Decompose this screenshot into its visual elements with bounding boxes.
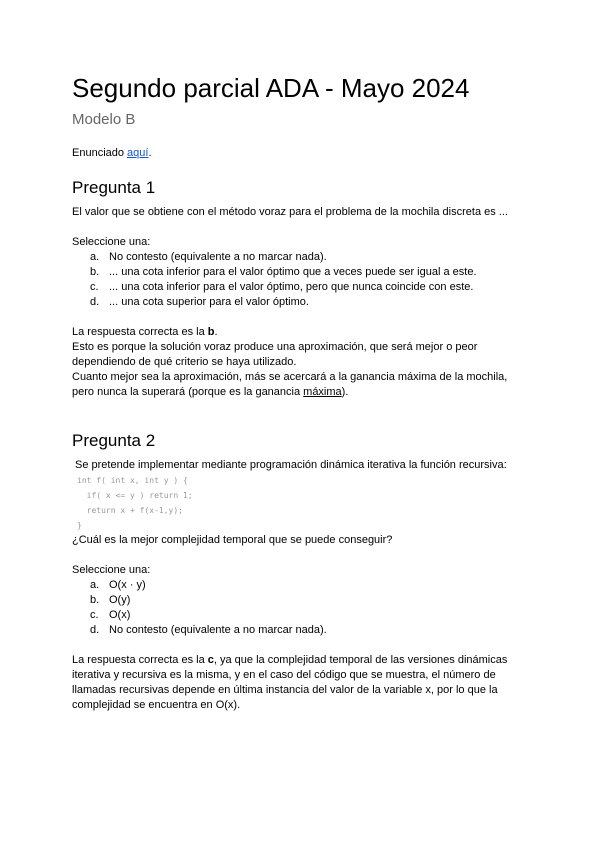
q1-option-marker: d. <box>90 296 100 308</box>
q1-option-b <box>90 265 532 280</box>
q1-option-d <box>90 295 532 310</box>
q1-options <box>72 250 532 310</box>
q2-option-a <box>90 578 532 593</box>
q2-option-marker: a. <box>90 579 100 591</box>
q2-option-marker: c. <box>90 609 99 621</box>
q1-heading: Pregunta 1 <box>72 178 156 197</box>
q2-option-text: O(x · y) <box>109 579 146 591</box>
document-subtitle: Modelo B <box>72 111 136 128</box>
q2-code-line: if( x <= y ) return 1; <box>77 491 193 500</box>
q2-answer-suffix: , ya que la complejidad temporal de las versiones dinámicas iterativa y recursiva es la misma, y en el caso del código que se muestra, el número de llamadas recursivas depende en última instancia del valor de la variable x, por lo que la complejidad se encuentra en O(x). <box>72 654 508 711</box>
q2-option-c <box>90 608 532 623</box>
q2-option-text: O(x) <box>109 609 131 621</box>
q1-answer-suffix: . <box>214 326 218 338</box>
q2-option-b <box>90 593 532 608</box>
q2-text: Se pretende implementar mediante programación dinámica iterativa la función recursiva: <box>75 459 507 471</box>
q1-explanation-2c: ). <box>341 386 349 398</box>
q2-option-marker: d. <box>90 624 100 636</box>
q1-option-marker: a. <box>90 251 100 263</box>
statement-prefix: Enunciado <box>72 147 128 159</box>
q2-answer-letter: c <box>207 654 214 666</box>
q2-select-label: Seleccione una: <box>72 564 151 576</box>
q1-option-a <box>90 250 532 265</box>
statement-link[interactable]: aquí <box>127 147 149 159</box>
q1-option-marker: c. <box>90 281 99 293</box>
q1-explanation-2b: máxima <box>303 386 342 398</box>
q1-answer <box>72 325 532 340</box>
q1-text: El valor que se obtiene con el método voraz para el problema de la mochila discreta es ... <box>72 206 508 218</box>
q2-heading: Pregunta 2 <box>72 431 156 450</box>
q2-code-line: } <box>77 521 82 530</box>
q2-option-marker: b. <box>90 594 100 606</box>
statement-suffix: . <box>148 147 152 159</box>
q2-code-line: return x + f(x-1,y); <box>77 506 183 515</box>
q2-answer <box>72 653 532 713</box>
q2-code-block <box>77 473 532 533</box>
q1-select-label: Seleccione una: <box>72 236 151 248</box>
q2-answer-prefix: La respuesta correcta es la <box>72 654 208 666</box>
q1-option-text: ... una cota inferior para el valor óptimo que a veces puede ser igual a este. <box>109 266 477 278</box>
q1-explanation-2 <box>72 370 532 400</box>
q2-code-line: int f( int x, int y ) { <box>77 476 188 485</box>
q2-question: ¿Cuál es la mejor complejidad temporal que se puede conseguir? <box>72 534 393 546</box>
document-page <box>72 72 532 713</box>
statement-line <box>72 146 532 161</box>
q2-option-text: No contesto (equivalente a no marcar nada). <box>109 624 327 636</box>
q1-explanation-2a: Cuanto mejor sea la aproximación, más se acercará a la ganancia máxima de la mochila, pero nunca la superará (porque es la ganancia <box>72 371 508 398</box>
q1-answer-prefix: La respuesta correcta es la <box>72 326 208 338</box>
q1-option-text: No contesto (equivalente a no marcar nada). <box>109 251 327 263</box>
q2-option-text: O(y) <box>109 594 131 606</box>
q1-explanation-1: Esto es porque la solución voraz produce una aproximación, que será mejor o peor dependiendo de qué criterio se haya utilizado. <box>72 341 478 368</box>
q1-option-text: ... una cota inferior para el valor óptimo, pero que nunca coincide con este. <box>109 281 474 293</box>
q1-answer-letter: b <box>207 326 215 338</box>
q2-options <box>72 578 532 638</box>
q1-option-c <box>90 280 532 295</box>
document-title: Segundo parcial ADA - Mayo 2024 <box>72 73 470 103</box>
q1-option-marker: b. <box>90 266 100 278</box>
q1-option-text: ... una cota superior para el valor óptimo. <box>109 296 309 308</box>
q2-option-d <box>90 623 532 638</box>
